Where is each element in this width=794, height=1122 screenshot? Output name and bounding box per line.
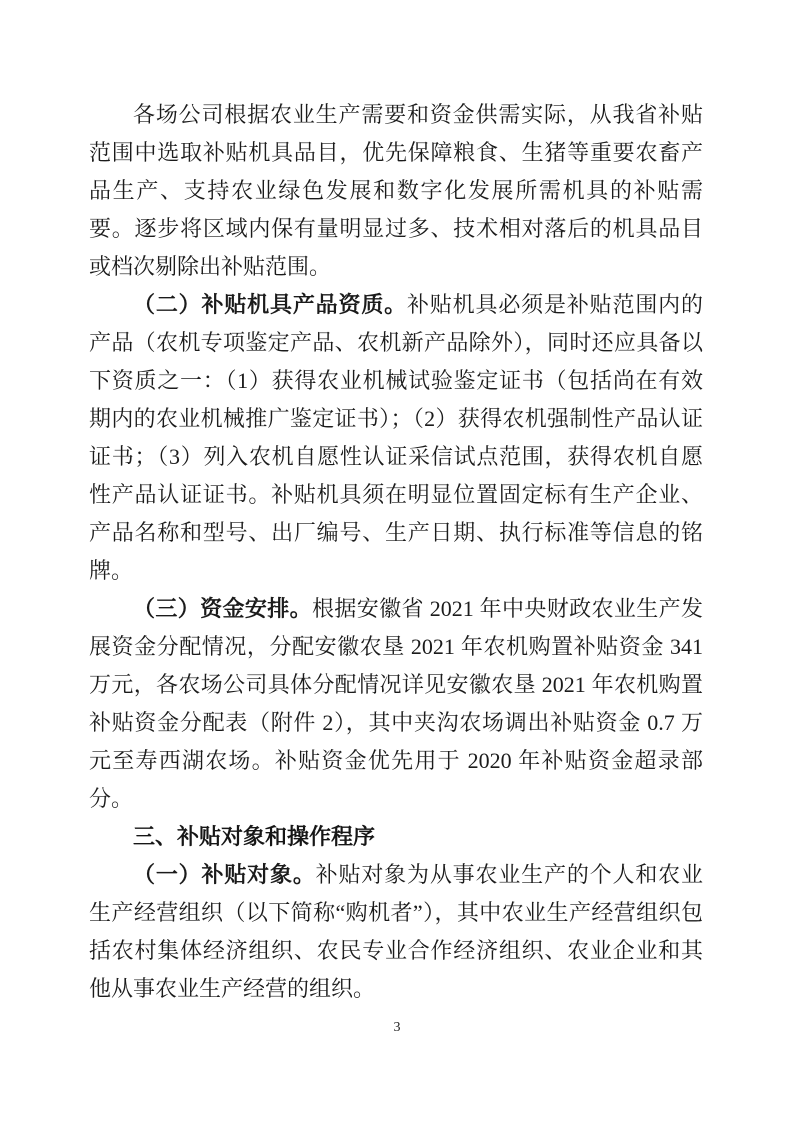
- page-footer: [0, 1018, 794, 1036]
- document-body: [89, 96, 703, 1008]
- paragraph-text: 补贴对象为从事农业生产的个人和农业生产经营组织（以下简称“购机者”），其中农业生产经营组织包括农村集体经济组织、农民专业合作经济组织、农业企业和其他从事农业生产经营的组织。: [89, 862, 703, 1001]
- paragraph-text: 根据安徽省 2021 年中央财政农业生产发展资金分配情况，分配安徽农垦 2021 年农机购置补贴资金 341 万元，各农场公司具体分配情况详见安徽农垦 2021 年农机购置补贴资金分配表（附件 2），其中夹沟农场调出补贴资金 0.7 万元至寿西湖农场。补贴资金优先用于 2020 年补贴资金超录部分。: [89, 596, 703, 811]
- paragraph-lead: （一）补贴对象。: [133, 862, 316, 887]
- paragraph-subsidy-selection: [89, 96, 703, 286]
- paragraph-fund-arrangement: [89, 590, 703, 818]
- paragraph-text: 补贴机具必须是补贴范围内的产品（农机专项鉴定产品、农机新产品除外），同时还应具备以下资质之一：（1）获得农业机械试验鉴定证书（包括尚在有效期内的农业机械推广鉴定证书）；（2）获得农机强制性产品认证证书；（3）列入农机自愿性认证采信试点范围，获得农机自愿性产品认证证书。补贴机具须在明显位置固定标有生产企业、产品名称和型号、出厂编号、生产日期、执行标准等信息的铭牌。: [89, 292, 703, 583]
- paragraph-subsidy-targets: [89, 856, 703, 1008]
- section-heading-subsidy-targets-and-procedures: 三、补贴对象和操作程序: [133, 824, 376, 849]
- page-number: 3: [393, 1020, 401, 1035]
- paragraph-lead: （二）补贴机具产品资质。: [133, 292, 407, 317]
- paragraph-machine-qualification: [89, 286, 703, 590]
- paragraph-text: 各场公司根据农业生产需要和资金供需实际，从我省补贴范围中选取补贴机具品目，优先保障粮食、生猪等重要农畜产品生产、支持农业绿色发展和数字化发展所需机具的补贴需要。逐步将区域内保有量明显过多、技术相对落后的机具品目或档次剔除出补贴范围。: [89, 102, 703, 279]
- paragraph-lead: （三）资金安排。: [133, 596, 312, 621]
